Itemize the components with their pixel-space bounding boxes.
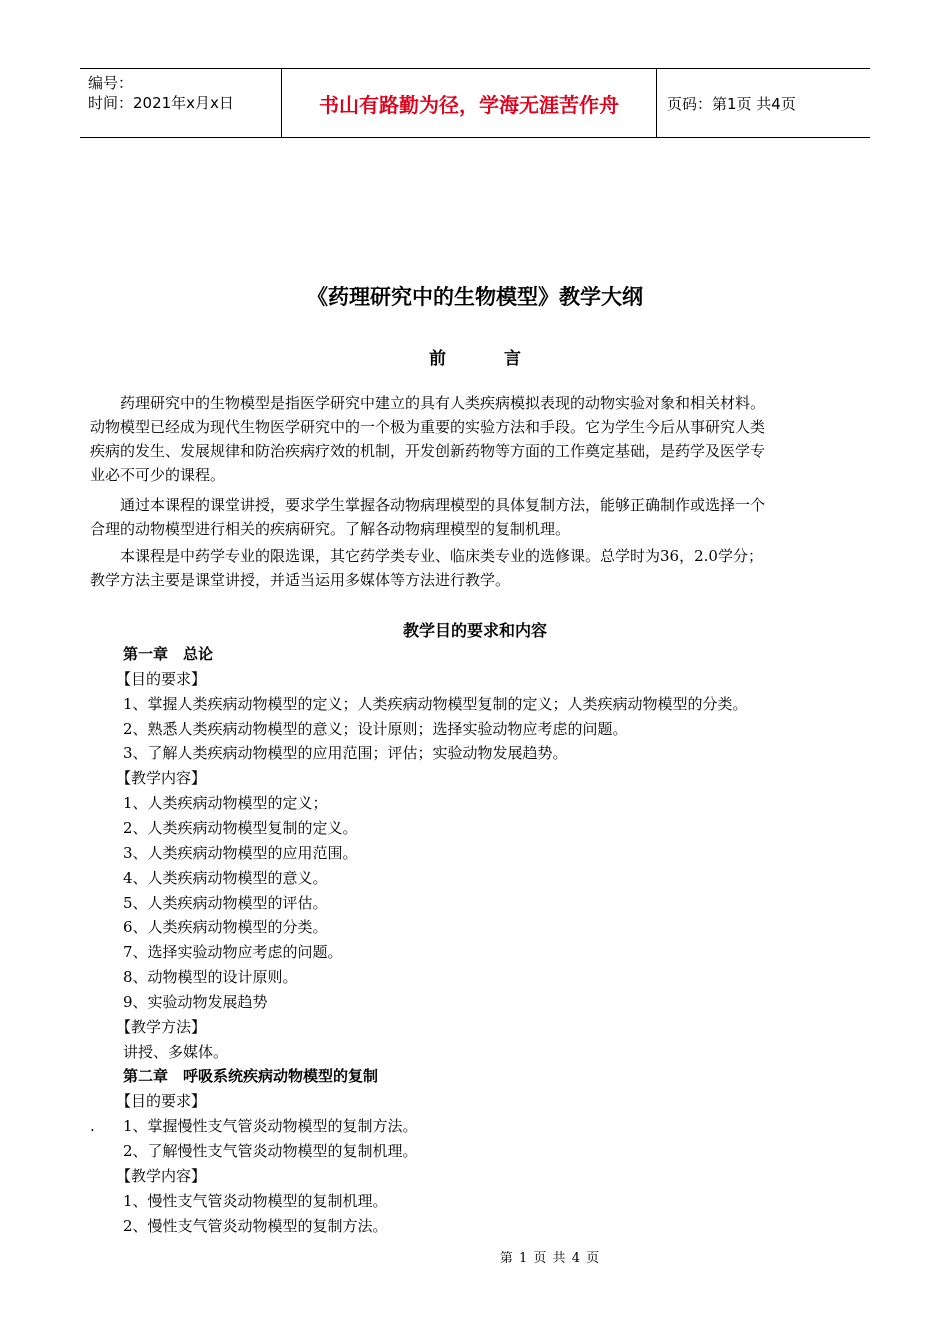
list-item: 4、人类疾病动物模型的意义。 — [123, 868, 328, 887]
list-item: 3、了解人类疾病动物模型的应用范围；评估；实验动物发展趋势。 — [123, 744, 568, 763]
list-item: 2、人类疾病动物模型复制的定义。 — [123, 818, 358, 837]
list-item: 7、选择实验动物应考虑的问题。 — [123, 943, 343, 962]
time-label: 时间：2021年x月x日 — [88, 94, 234, 112]
subsection-label: 【目的要求】 — [116, 1092, 207, 1111]
list-item: 5、人类疾病动物模型的评估。 — [123, 893, 328, 912]
page-footer: 第 1 页 共 4 页 — [499, 1251, 601, 1266]
list-item: 3、人类疾病动物模型的应用范围。 — [123, 843, 358, 862]
header-motto: 书山有路勤为径，学海无涯苦作舟 — [281, 69, 657, 137]
paragraph-line: 药理研究中的生物模型是指医学研究中建立的具有人类疾病模拟表现的动物实验对象和相关材料。 — [90, 394, 766, 412]
paragraph-line: 本课程是中药学专业的限选课，其它药学类专业、临床类专业的选修课。总学时为36，2.0学分； — [90, 547, 763, 565]
paragraph-line: 通过本课程的课堂讲授，要求学生掌握各动物病理模型的具体复制方法，能够正确制作或选择一个 — [90, 496, 766, 514]
list-item: 1、人类疾病动物模型的定义； — [123, 794, 328, 813]
chapter-heading: 第一章 总论 — [123, 645, 214, 663]
paragraph-line: 疾病的发生、发展规律和防治疾病疗效的机制，开发创新药物等方面的工作奠定基础，是药学及医学专 — [90, 442, 766, 460]
paragraph-line: 动物模型已经成为现代生物医学研究中的一个极为重要的实验方法和手段。它为学生今后从事研究人类 — [90, 418, 766, 436]
list-item: 9、实验动物发展趋势 — [123, 992, 268, 1011]
list-item: 6、人类疾病动物模型的分类。 — [123, 918, 328, 937]
list-item: 讲授、多媒体。 — [123, 1042, 229, 1061]
list-item: 1、掌握人类疾病动物模型的定义；人类疾病动物模型复制的定义；人类疾病动物模型的分类。 — [123, 694, 748, 713]
number-label: 编号： — [88, 74, 134, 92]
stray-mark: . — [90, 1117, 95, 1135]
list-item: 1、慢性支气管炎动物模型的复制机理。 — [123, 1191, 388, 1210]
document-title: 《药理研究中的生物模型》教学大纲 — [307, 285, 643, 309]
chapter-heading: 第二章 呼吸系统疾病动物模型的复制 — [123, 1067, 379, 1086]
subsection-label: 【教学方法】 — [116, 1017, 207, 1036]
header-page-info: 页码：第1页 共4页 — [667, 94, 796, 113]
section-title: 教学目的要求和内容 — [402, 621, 547, 640]
subsection-label: 【目的要求】 — [116, 669, 207, 688]
subsection-label: 【教学内容】 — [116, 769, 207, 788]
paragraph-line: 合理的动物模型进行相关的疾病研究。了解各动物病理模型的复制机理。 — [90, 520, 571, 538]
subsection-label: 【教学内容】 — [116, 1166, 207, 1185]
paragraph-line: 业必不可少的课程。 — [90, 466, 226, 484]
list-item: 1、掌握慢性支气管炎动物模型的复制方法。 — [123, 1117, 418, 1136]
preface-heading: 前 言 — [429, 349, 547, 369]
paragraph-line: 教学方法主要是课堂讲授，并适当运用多媒体等方法进行教学。 — [90, 571, 511, 589]
list-item: 2、熟悉人类疾病动物模型的意义；设计原则；选择实验动物应考虑的问题。 — [123, 719, 628, 738]
list-item: 2、了解慢性支气管炎动物模型的复制机理。 — [123, 1142, 418, 1160]
list-item: 8、动物模型的设计原则。 — [123, 968, 298, 987]
list-item: 2、慢性支气管炎动物模型的复制方法。 — [123, 1216, 388, 1235]
